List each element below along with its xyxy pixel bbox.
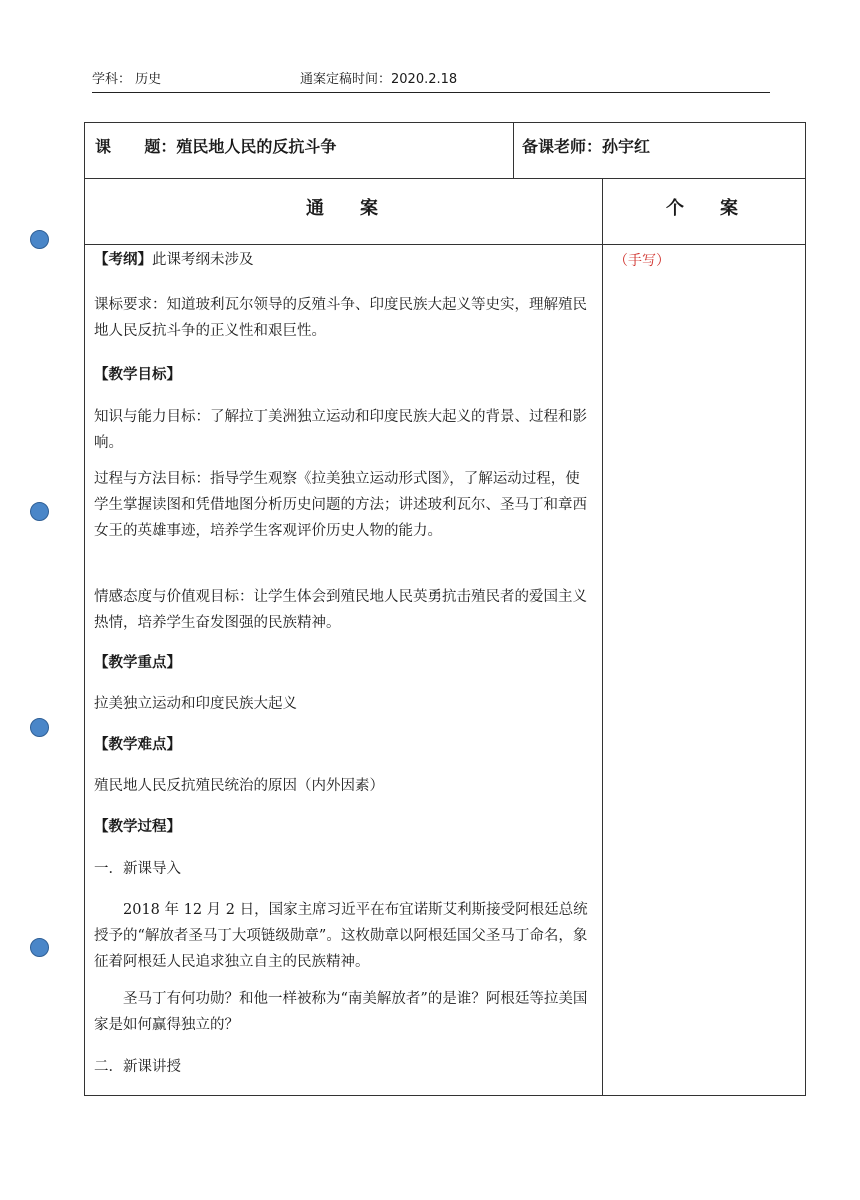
process-heading: 【教学过程】 [94,819,181,835]
table-divider [84,178,806,179]
subject-label: 学科： 历史 [92,72,162,87]
individual-plan-heading: 个案 [666,198,774,219]
table-divider [602,178,603,1096]
binder-hole-icon [30,718,49,737]
table-divider [513,122,514,178]
difficult-text: 殖民地人民反抗殖民统治的原因（内外因素） [94,778,384,794]
document-header [92,68,770,93]
goal-emotion: 情感态度与价值观目标：让学生体会到殖民地人民英勇抗击殖民者的爱国主义热情，培养学生奋发图强的民族精神。 [94,589,587,631]
handwritten-note: （手写） [614,253,670,269]
teacher-name: 备课老师：孙宇红 [522,137,651,156]
key-text: 拉美独立运动和印度民族大起义 [94,696,297,712]
kaogang-text: 此课考纲未涉及 [152,252,254,268]
goals-heading: 【教学目标】 [94,367,181,383]
kaogang-line [94,247,594,273]
key-heading: 【教学重点】 [94,655,181,671]
curriculum-standard: 课标要求：知道玻利瓦尔领导的反殖斗争、印度民族大起义等史实，理解殖民地人民反抗斗争的正义性和艰巨性。 [94,297,587,339]
difficult-heading: 【教学难点】 [94,737,181,753]
intro-paragraph: 2018 年 12 月 2 日，国家主席习近平在布宜诺斯艾利斯接受阿根廷总统授予的“解放者圣马丁大项链级勋章”。这枚勋章以阿根廷国父圣马丁命名，象征着阿根廷人民追求独立自主的民族精神。 [94,902,588,970]
goal-process: 过程与方法目标：指导学生观察《拉美独立运动形式图》，了解运动过程，使学生掌握读图和凭借地图分析历史问题的方法；讲述玻利瓦尔、圣马丁和章西女王的英雄事迹，培养学生客观评价历史人物的能力。 [94,471,587,539]
step-teaching: 二．新课讲授 [94,1059,181,1075]
binder-hole-icon [30,938,49,957]
binder-hole-icon [30,502,49,521]
question-paragraph: 圣马丁有何功勋？和他一样被称为“南美解放者”的是谁？阿根廷等拉美国家是如何赢得独立的？ [94,991,588,1033]
lesson-topic: 课 题：殖民地人民的反抗斗争 [95,137,337,156]
draft-date: 通案定稿时间：2020.2.18 [300,72,458,87]
general-plan-heading: 通案 [306,198,414,219]
step-intro: 一．新课导入 [94,861,181,877]
binder-hole-icon [30,230,49,249]
table-divider [84,244,806,245]
kaogang-label: 【考纲】 [94,252,152,268]
goal-knowledge: 知识与能力目标：了解拉丁美洲独立运动和印度民族大起义的背景、过程和影响。 [94,409,587,451]
